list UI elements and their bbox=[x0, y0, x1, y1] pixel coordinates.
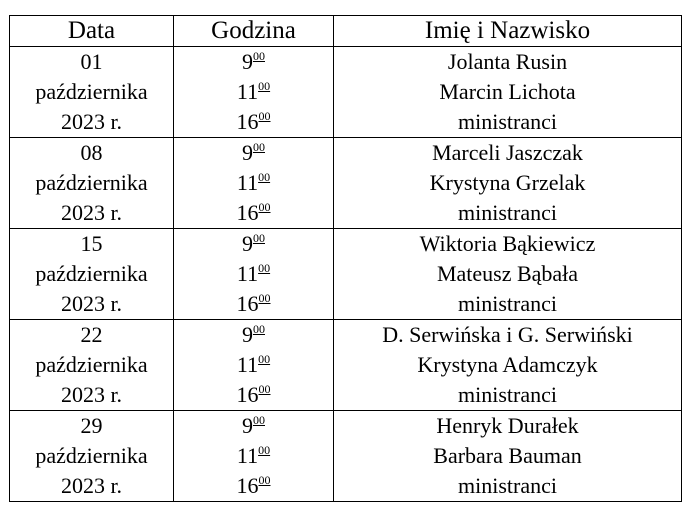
person-name: Mateusz Bąbała bbox=[436, 261, 579, 286]
time-entry bbox=[174, 107, 333, 137]
time-hour: 9 bbox=[242, 49, 253, 74]
time-hour: 16 bbox=[236, 200, 259, 225]
time-minutes: 00 bbox=[258, 200, 271, 214]
time-hour: 9 bbox=[242, 231, 253, 256]
person-name: ministranci bbox=[458, 291, 557, 316]
table-row bbox=[10, 229, 682, 320]
time-entry bbox=[174, 47, 333, 77]
date-line: 2023 r. bbox=[60, 291, 123, 316]
date-line: 08 bbox=[80, 140, 103, 165]
time-entry bbox=[174, 289, 333, 319]
date-line: 29 bbox=[80, 413, 103, 438]
table-row bbox=[10, 320, 682, 411]
date-line: 01 bbox=[80, 49, 103, 74]
date-line: października bbox=[35, 443, 148, 468]
date-line: 2023 r. bbox=[60, 109, 123, 134]
name-cell bbox=[334, 229, 682, 320]
date-line: 2023 r. bbox=[60, 382, 123, 407]
time-entry bbox=[174, 198, 333, 228]
time-cell bbox=[174, 411, 334, 502]
time-minutes: 00 bbox=[258, 170, 271, 184]
time-minutes: 00 bbox=[258, 473, 271, 487]
time-minutes: 00 bbox=[258, 291, 271, 305]
name-cell bbox=[334, 47, 682, 138]
name-cell bbox=[334, 320, 682, 411]
time-hour: 16 bbox=[236, 473, 259, 498]
time-hour: 11 bbox=[236, 443, 259, 468]
time-minutes: 00 bbox=[253, 413, 265, 427]
time-minutes: 00 bbox=[253, 231, 265, 245]
time-entry bbox=[174, 168, 333, 198]
date-line: października bbox=[35, 170, 148, 195]
time-hour: 16 bbox=[236, 291, 259, 316]
header-row bbox=[10, 16, 682, 47]
name-cell bbox=[334, 138, 682, 229]
person-name: Henryk Durałek bbox=[436, 413, 579, 438]
person-name: ministranci bbox=[458, 473, 557, 498]
time-entry bbox=[174, 229, 333, 259]
person-name: Barbara Bauman bbox=[433, 443, 582, 468]
person-name: Krystyna Grzelak bbox=[429, 170, 586, 195]
time-hour: 11 bbox=[236, 352, 259, 377]
header-time: Godzina bbox=[174, 16, 334, 47]
time-cell bbox=[174, 138, 334, 229]
table-row bbox=[10, 47, 682, 138]
time-minutes: 00 bbox=[258, 79, 271, 93]
time-minutes: 00 bbox=[258, 352, 271, 366]
date-cell bbox=[10, 229, 174, 320]
schedule-table bbox=[9, 15, 682, 502]
date-cell bbox=[10, 320, 174, 411]
time-cell bbox=[174, 47, 334, 138]
person-name: ministranci bbox=[458, 382, 557, 407]
time-entry bbox=[174, 320, 333, 350]
time-minutes: 00 bbox=[258, 443, 271, 457]
date-line: 22 bbox=[80, 322, 103, 347]
date-line: października bbox=[35, 79, 148, 104]
time-minutes: 00 bbox=[258, 261, 271, 275]
header-name: Imię i Nazwisko bbox=[334, 16, 682, 47]
time-hour: 11 bbox=[236, 261, 259, 286]
time-minutes: 00 bbox=[258, 109, 271, 123]
date-line: 15 bbox=[80, 231, 103, 256]
time-entry bbox=[174, 411, 333, 441]
header-date: Data bbox=[10, 16, 174, 47]
person-name: Jolanta Rusin bbox=[447, 49, 568, 74]
person-name: Marcin Lichota bbox=[439, 79, 576, 104]
date-cell bbox=[10, 47, 174, 138]
date-cell bbox=[10, 138, 174, 229]
person-name: ministranci bbox=[458, 109, 557, 134]
time-cell bbox=[174, 320, 334, 411]
table-row bbox=[10, 411, 682, 502]
time-minutes: 00 bbox=[258, 382, 271, 396]
person-name: D. Serwińska i G. Serwiński bbox=[382, 322, 633, 347]
time-entry bbox=[174, 380, 333, 410]
time-entry bbox=[174, 350, 333, 380]
person-name: Marceli Jaszczak bbox=[432, 140, 583, 165]
person-name: ministranci bbox=[458, 200, 557, 225]
time-entry bbox=[174, 259, 333, 289]
schedule-body bbox=[10, 47, 682, 502]
time-hour: 9 bbox=[242, 140, 253, 165]
time-minutes: 00 bbox=[253, 322, 265, 336]
date-line: października bbox=[35, 261, 148, 286]
time-entry bbox=[174, 77, 333, 107]
date-cell bbox=[10, 411, 174, 502]
name-cell bbox=[334, 411, 682, 502]
time-minutes: 00 bbox=[253, 49, 265, 63]
date-line: 2023 r. bbox=[60, 473, 123, 498]
date-line: października bbox=[35, 352, 148, 377]
time-hour: 9 bbox=[242, 413, 253, 438]
time-minutes: 00 bbox=[253, 140, 265, 154]
time-hour: 11 bbox=[236, 170, 259, 195]
person-name: Wiktoria Bąkiewicz bbox=[419, 231, 596, 256]
time-cell bbox=[174, 229, 334, 320]
date-line: 2023 r. bbox=[60, 200, 123, 225]
time-hour: 16 bbox=[236, 109, 259, 134]
table-row bbox=[10, 138, 682, 229]
time-hour: 9 bbox=[242, 322, 253, 347]
time-hour: 11 bbox=[236, 79, 259, 104]
time-entry bbox=[174, 441, 333, 471]
time-entry bbox=[174, 138, 333, 168]
time-entry bbox=[174, 471, 333, 501]
person-name: Krystyna Adamczyk bbox=[417, 352, 598, 377]
time-hour: 16 bbox=[236, 382, 259, 407]
